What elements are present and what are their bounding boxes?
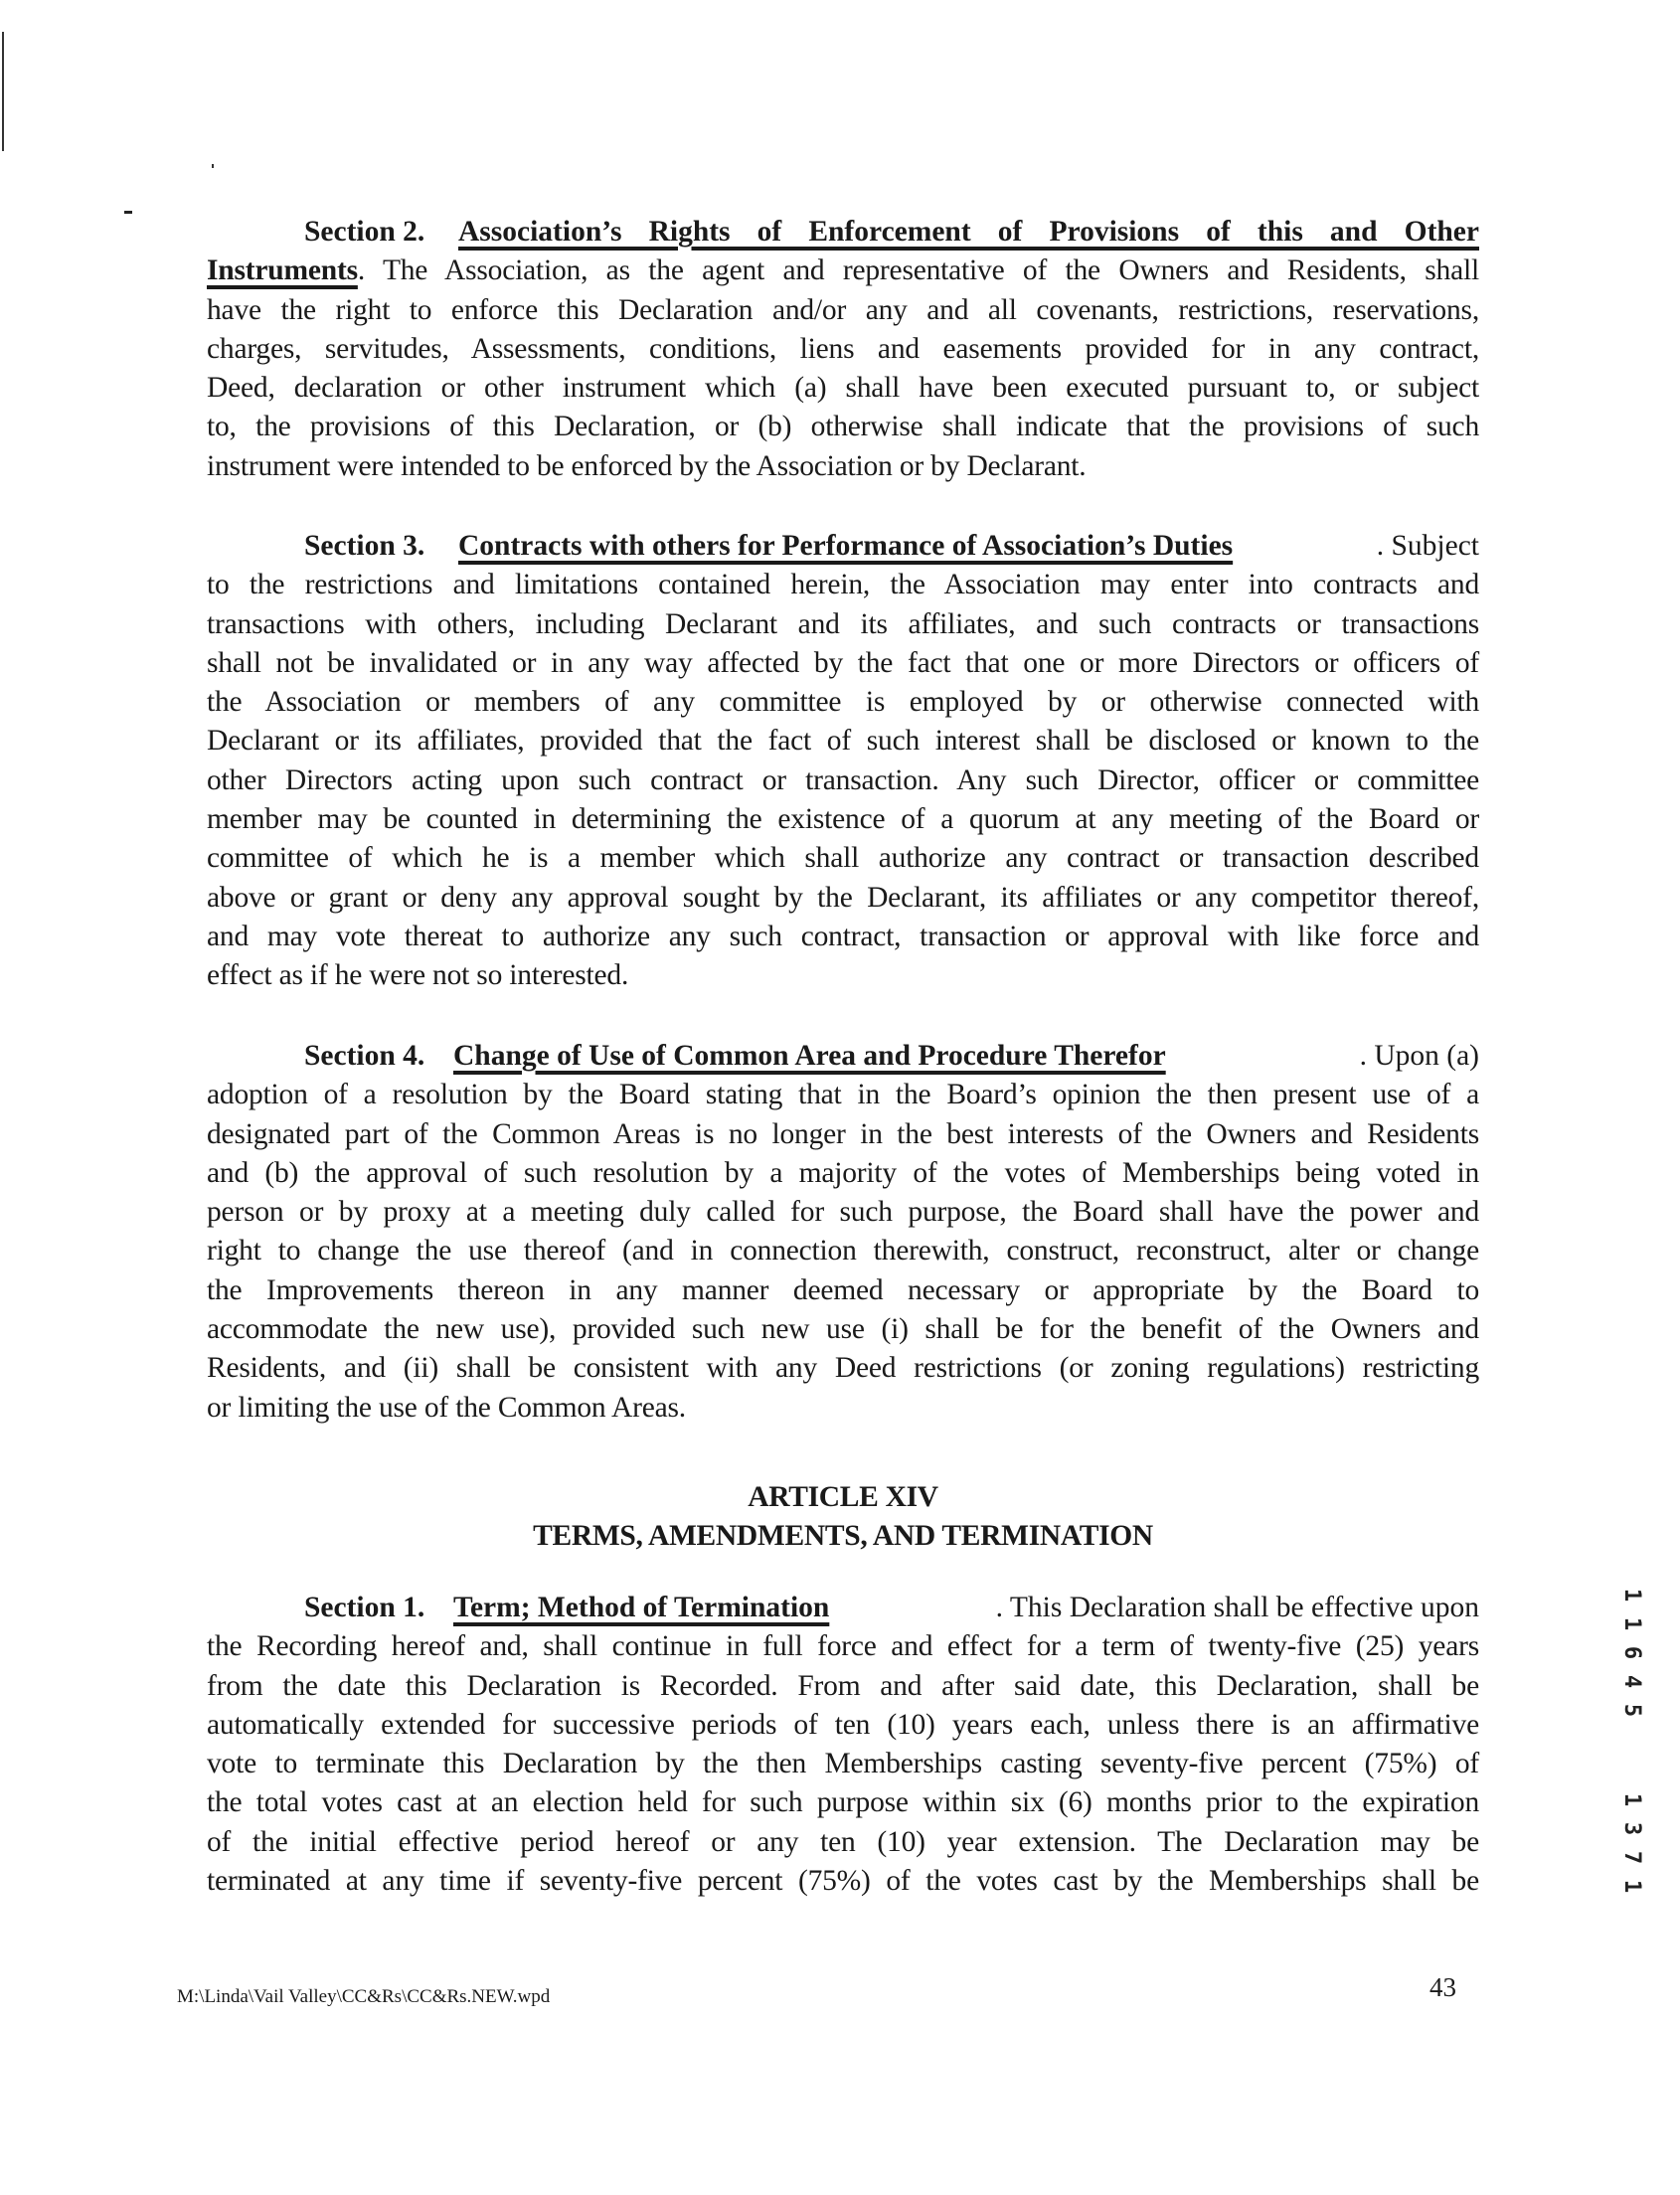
article-section-1-heading [207,1589,1479,1627]
section-3-text-start: . Subject [1376,530,1479,562]
paragraph-line: Residents, and (ii) shall be consistent with any Deed restrictions (or zoning regulations) restricting [207,1352,1479,1385]
scan-edge-mark [2,32,4,151]
paragraph-line: and (b) the approval of such resolution by a majority of the votes of Memberships being voted in [207,1156,1479,1189]
section-4-text-start: . Upon (a) [1359,1040,1479,1072]
paragraph-line: Instruments . The Association, as the agent and representative of the Owners and Residents, shall [207,252,1479,290]
paragraph-line: above or grant or deny any approval sought by the Declarant, its affiliates or any competitor thereof, [207,881,1479,914]
paragraph-line: accommodate the new use), provided such new use (i) shall be for the benefit of the Owners and [207,1313,1479,1346]
recording-number-stamp-upper: 1 1 6 4 5 [1619,1588,1645,1718]
article-number: ARTICLE XIV [748,1481,938,1513]
section-2-label: Section 2. [304,216,425,248]
section-3 [207,527,1479,996]
section-4 [207,1037,1479,1428]
paragraph-line: transactions with others, including Declarant and its affiliates, and such contracts or transactions [207,607,1479,640]
paragraph-line: terminated at any time if seventy-five percent (75%) of the votes cast by the Memberships shall be [207,1865,1479,1898]
article-title: TERMS, AMENDMENTS, AND TERMINATION [533,1520,1153,1552]
scan-speck [212,164,214,168]
paragraph-line: and may vote thereat to authorize any such contract, transaction or approval with like force and [207,920,1479,952]
paragraph-line: of the initial effective period hereof or any ten (10) year extension. The Declaration may be [207,1825,1479,1858]
article-section-1-title: Term; Method of Termination [453,1592,830,1623]
paragraph-line: the Recording hereof and, shall continue in full force and effect for a term of twenty-five (25) years [207,1630,1479,1663]
section-3-heading [207,527,1479,566]
paragraph-line: effect as if he were not so interested. [207,959,629,992]
paragraph-line: other Directors acting upon such contract or transaction. Any such Director, officer or committee [207,763,1479,796]
section-4-title: Change of Use of Common Area and Procedure Therefor [453,1040,1166,1072]
paragraph-line: person or by proxy at a meeting duly called for such purpose, the Board shall have the power and [207,1196,1479,1229]
paragraph-line: adoption of a resolution by the Board stating that in the Board’s opinion the then present use of a [207,1079,1479,1111]
paragraph-line: from the date this Declaration is Recorded. From and after said date, this Declaration, shall be [207,1669,1479,1702]
section-2-heading [207,213,1479,252]
section-3-title: Contracts with others for Performance of Association’s Duties [458,530,1234,562]
paragraph-line: the Association or members of any committee is employed by or otherwise connected with [207,686,1479,719]
paragraph-line: Declarant or its affiliates, provided that the fact of such interest shall be disclosed or known to the [207,725,1479,758]
section-4-heading [207,1037,1479,1076]
section-2-title: Association’s Rights of Enforcement of Provisions of this and Other [458,216,1479,248]
article-section-1-text-start: . This Declaration shall be effective upon [995,1592,1479,1623]
article-section-1-label: Section 1. [304,1592,425,1623]
paragraph-line: to, the provisions of this Declaration, or (b) otherwise shall indicate that the provisions of such [207,411,1479,443]
footer-file-path: M:\Linda\Vail Valley\CC&Rs\CC&Rs.NEW.wpd [177,1986,551,2007]
section-2 [207,213,1479,486]
paragraph-line: shall not be invalidated or in any way affected by the fact that one or more Directors or officers of [207,646,1479,679]
section-4-label: Section 4. [304,1040,425,1072]
paragraph-line: the total votes cast at an election held for such purpose within six (6) months prior to the expiration [207,1786,1479,1819]
recording-number-stamp-lower: 1 3 7 1 [1619,1792,1645,1894]
section-3-label: Section 3. [304,530,425,562]
page-number: 43 [1429,1972,1456,2002]
paragraph-line: instrument were intended to be enforced by the Association or by Declarant. [207,449,1087,482]
paragraph-line: committee of which he is a member which shall authorize any contract or transaction described [207,842,1479,875]
paragraph-line: to the restrictions and limitations contained herein, the Association may enter into contracts and [207,569,1479,601]
paragraph-line: member may be counted in determining the existence of a quorum at any meeting of the Board or [207,803,1479,836]
paragraph-line: or limiting the use of the Common Areas. [207,1391,686,1424]
paragraph-line: vote to terminate this Declaration by the then Memberships casting seventy-five percent (75%) of [207,1748,1479,1780]
paragraph-line: designated part of the Common Areas is no longer in the best interests of the Owners and Residents [207,1117,1479,1150]
paragraph-line: the Improvements thereon in any manner deemed necessary or appropriate by the Board to [207,1273,1479,1306]
section-2-title-cont: Instruments [207,254,358,287]
article-section-1 [207,1589,1479,1901]
paragraph-line: right to change the use thereof (and in connection therewith, construct, reconstruct, alter or change [207,1235,1479,1267]
paragraph-line: automatically extended for successive periods of ten (10) years each, unless there is an affirmative [207,1708,1479,1741]
paragraph-line: charges, servitudes, Assessments, conditions, liens and easements provided for in any contract, [207,332,1479,365]
paragraph-line: Deed, declaration or other instrument which (a) shall have been executed pursuant to, or subject [207,372,1479,405]
paragraph-line: have the right to enforce this Declaration and/or any and all covenants, restrictions, reservations, [207,293,1479,326]
scan-speck [124,211,132,214]
